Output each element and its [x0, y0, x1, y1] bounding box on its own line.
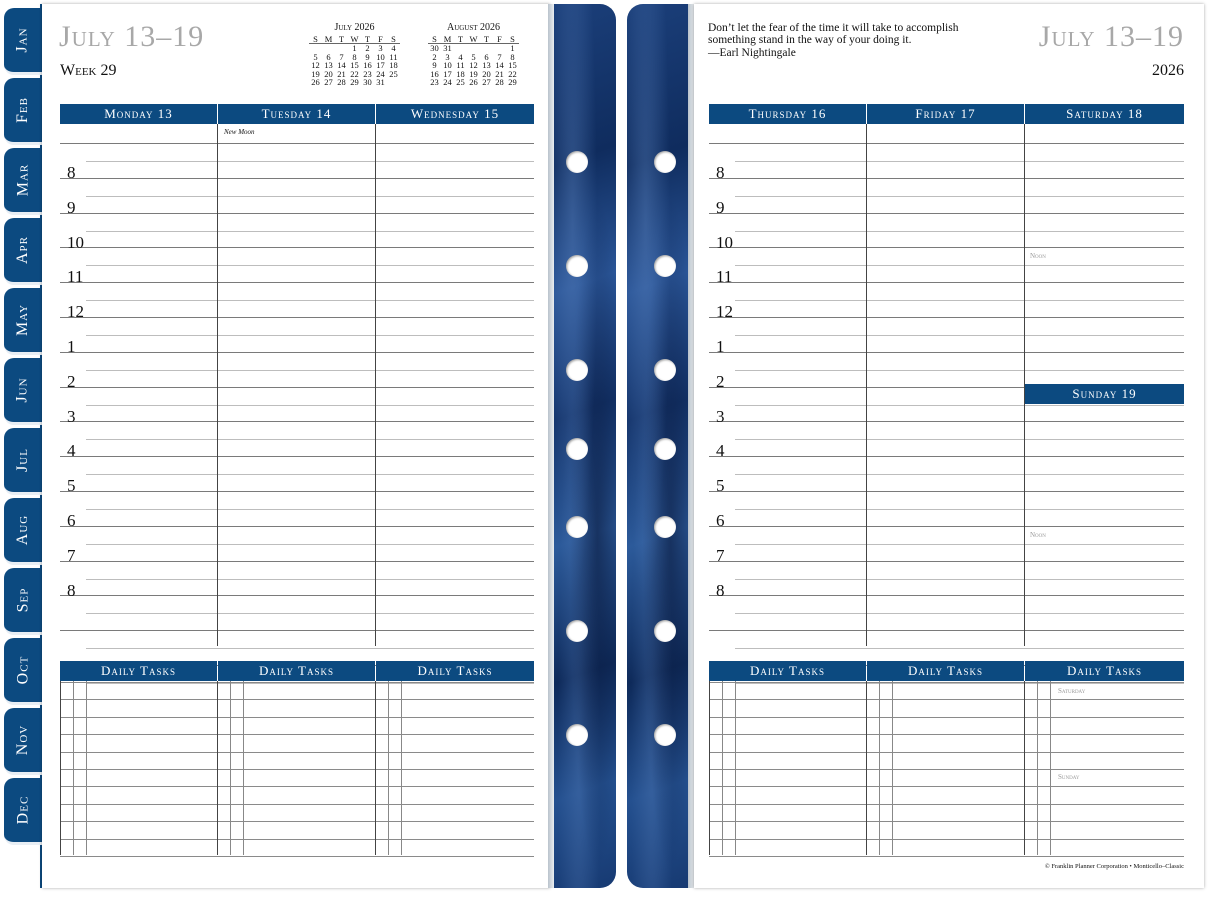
mini-calendar-dow: T — [454, 35, 467, 44]
tasks-header-saturday: Daily Tasks — [1025, 661, 1184, 681]
month-tab-label: Jul — [13, 448, 31, 472]
hour-label: 7 — [67, 545, 76, 565]
binder-hole — [566, 438, 588, 460]
mini-calendar-day: 4 — [458, 51, 463, 62]
half-hour-line — [86, 300, 534, 301]
month-tab-label: Sep — [14, 587, 31, 613]
half-hour-line — [735, 439, 1184, 440]
mini-calendar-day: 20 — [482, 68, 491, 79]
half-hour-line — [86, 231, 534, 232]
hour-label: 8 — [716, 163, 725, 182]
mini-calendar-dow: M — [322, 35, 335, 44]
mini-calendar-day: 18 — [389, 60, 398, 70]
task-checkbox-column — [709, 681, 710, 855]
mini-calendar-day: 24 — [376, 68, 385, 79]
hour-label: 9 — [67, 197, 76, 217]
task-checkbox-column — [243, 681, 244, 855]
task-line — [709, 786, 1184, 787]
hour-label: 8 — [67, 163, 76, 182]
hour-line — [60, 630, 534, 631]
binder-hole — [654, 516, 676, 538]
mini-calendar-dow: S — [309, 35, 322, 44]
binder-hole — [566, 151, 588, 173]
hour-line — [60, 282, 534, 283]
task-checkbox-column — [722, 681, 723, 855]
month-tab-label: Jan — [14, 27, 31, 53]
half-hour-line — [735, 509, 1184, 510]
mini-calendar-day: 29 — [508, 77, 517, 87]
hour-line — [709, 526, 1184, 527]
mini-calendar-day: 13 — [324, 60, 333, 70]
month-tab-label: Mar — [13, 163, 31, 197]
task-checkbox-column — [375, 681, 376, 855]
left-page — [42, 4, 550, 888]
mini-calendar-day: 6 — [484, 51, 489, 62]
half-hour-line — [86, 370, 534, 371]
hour-label: 11 — [67, 267, 84, 287]
mini-calendar-day: 23 — [363, 68, 372, 79]
day-header-friday: Friday 17 — [867, 104, 1024, 124]
mini-calendar-day: 19 — [469, 68, 478, 79]
moon-phase-note: New Moon — [224, 128, 255, 136]
binder-hole — [654, 438, 676, 460]
task-line — [60, 804, 534, 805]
task-checkbox-column — [892, 681, 893, 855]
hour-label: 2 — [67, 371, 76, 391]
hour-label: 9 — [716, 197, 725, 217]
mini-calendar-day: 7 — [339, 51, 344, 62]
hour-line — [60, 213, 534, 214]
mini-calendar-day: 18 — [456, 68, 465, 79]
mini-calendar-day: 15 — [508, 60, 517, 70]
half-hour-line — [86, 648, 534, 649]
task-label-sunday: Sunday — [1058, 773, 1080, 781]
right-title: July 13–19 — [1038, 20, 1184, 53]
mini-calendar-day: 27 — [482, 77, 491, 87]
hour-line — [709, 143, 1184, 144]
hour-label: 3 — [67, 406, 76, 426]
task-line — [60, 734, 534, 735]
task-checkbox-column — [388, 681, 389, 855]
task-line — [709, 769, 1184, 770]
task-line — [60, 839, 534, 840]
quote-author: —Earl Nightingale — [708, 47, 796, 59]
mini-calendar-day: 14 — [495, 60, 504, 70]
task-checkbox-column — [879, 681, 880, 855]
mini-calendar-day: 8 — [510, 51, 515, 62]
hour-line — [709, 282, 1184, 283]
hour-label: 6 — [716, 511, 725, 530]
mini-calendar-day: 8 — [352, 51, 357, 62]
mini-calendar-day: 10 — [376, 51, 385, 62]
hour-label: 1 — [716, 337, 725, 356]
mini-calendar-day: 9 — [365, 51, 370, 62]
column-divider — [866, 124, 867, 646]
mini-calendar-day: 7 — [497, 51, 502, 62]
mini-calendar-day: 31 — [376, 77, 385, 87]
mini-calendar-day: 25 — [389, 68, 398, 79]
hour-label: 1 — [67, 337, 76, 356]
hour-line — [60, 456, 534, 457]
mini-calendar-day: 21 — [495, 68, 504, 79]
task-line — [60, 717, 534, 718]
hour-label: 8 — [716, 580, 725, 600]
tasks-header-wednesday: Daily Tasks — [376, 661, 534, 681]
hour-line — [709, 213, 1184, 214]
month-tab-label: Aug — [13, 514, 31, 546]
hour-label: 4 — [67, 441, 76, 461]
hour-line — [709, 317, 1184, 318]
task-line — [60, 856, 534, 857]
task-line — [709, 699, 1184, 700]
mini-calendar-day: 24 — [443, 77, 452, 87]
mini-calendar-day: 16 — [430, 68, 439, 79]
half-hour-line — [735, 231, 1184, 232]
mini-calendar-day: 3 — [445, 51, 450, 62]
half-hour-line — [86, 509, 534, 510]
mini-calendar-dow: T — [480, 35, 493, 44]
half-hour-line — [735, 613, 1184, 614]
hour-line — [60, 178, 534, 179]
hour-line — [709, 491, 1184, 492]
task-line — [709, 682, 1184, 683]
mini-calendar-day: 23 — [430, 77, 439, 87]
task-line — [709, 734, 1184, 735]
task-line — [709, 804, 1184, 805]
half-hour-line — [735, 579, 1184, 580]
mini-calendar-dow: S — [506, 35, 519, 44]
mini-calendar-day: 29 — [350, 77, 359, 87]
half-hour-line — [86, 196, 534, 197]
mini-calendar-day: 17 — [443, 68, 452, 79]
hour-label: 10 — [67, 232, 84, 252]
mini-calendar-dow: M — [441, 35, 454, 44]
hour-line — [60, 352, 534, 353]
mini-calendar-day: 28 — [495, 77, 504, 87]
hour-line — [60, 561, 534, 562]
binder-hole — [654, 151, 676, 173]
binder-hole — [654, 359, 676, 381]
hour-line — [709, 630, 1184, 631]
task-checkbox-column — [217, 681, 218, 855]
binder-hole — [566, 359, 588, 381]
copyright-footer: © Franklin Planner Corporation • Monticello–Classic — [1044, 863, 1184, 870]
mini-calendar-dow: T — [335, 35, 348, 44]
day-header-thursday: Thursday 16 — [709, 104, 866, 124]
mini-calendar-dow: T — [361, 35, 374, 44]
hour-line — [60, 247, 534, 248]
mini-calendar-day: 2 — [432, 51, 437, 62]
binder-hole — [566, 620, 588, 642]
task-line — [709, 856, 1184, 857]
hour-line — [60, 491, 534, 492]
hour-label: 12 — [716, 302, 733, 322]
hour-line — [709, 352, 1184, 353]
mini-calendar-day: 4 — [391, 43, 396, 53]
hour-line — [60, 143, 534, 144]
half-hour-line — [735, 265, 1184, 266]
mini-calendar-day: 5 — [313, 51, 318, 62]
mini-calendar-title: August 2026 — [446, 22, 501, 33]
binder-hole — [566, 255, 588, 277]
half-hour-line — [735, 683, 1184, 684]
hour-label: 5 — [67, 476, 76, 496]
month-tab-apr[interactable] — [4, 218, 42, 285]
hour-line — [709, 561, 1184, 562]
month-tab-may[interactable] — [4, 288, 42, 355]
month-tab-label: May — [13, 303, 31, 337]
noon-marker-sunday: Noon — [1030, 531, 1046, 539]
mini-calendar-day: 17 — [376, 60, 385, 70]
day-header-saturday: Saturday 18 — [1025, 104, 1184, 124]
half-hour-line — [735, 544, 1184, 545]
task-checkbox-column — [230, 681, 231, 855]
mini-calendar-day: 6 — [326, 51, 331, 62]
month-tab-feb[interactable] — [4, 78, 42, 145]
mini-calendar-day: 5 — [471, 51, 476, 62]
task-checkbox-column — [1037, 681, 1038, 855]
half-hour-line — [86, 161, 534, 162]
half-hour-line — [735, 405, 1184, 406]
half-hour-line — [86, 439, 534, 440]
half-hour-line — [86, 335, 534, 336]
left-title: July 13–19 — [59, 20, 205, 53]
task-line — [709, 752, 1184, 753]
hour-line — [709, 595, 1184, 596]
hour-label: 5 — [716, 476, 725, 496]
half-hour-line — [86, 405, 534, 406]
mini-calendar-day: 9 — [432, 60, 437, 70]
tasks-header-friday: Daily Tasks — [867, 661, 1024, 681]
hour-label: 4 — [716, 441, 725, 461]
task-line — [60, 769, 534, 770]
mini-calendar-day: 22 — [350, 68, 359, 79]
month-tab-dec[interactable] — [4, 778, 42, 845]
half-hour-line — [86, 683, 534, 684]
task-checkbox-column — [60, 681, 61, 855]
day-header-tuesday: Tuesday 14 — [218, 104, 375, 124]
hour-line — [709, 247, 1184, 248]
mini-calendar-day: 28 — [337, 77, 346, 87]
mini-calendar-day: 21 — [337, 68, 346, 79]
mini-calendar-day: 2 — [365, 43, 370, 53]
hour-label: 10 — [716, 232, 733, 252]
mini-calendar-day: 13 — [482, 60, 491, 70]
mini-calendar-august — [428, 24, 519, 87]
hour-label: 8 — [67, 580, 76, 600]
mini-calendar-day: 20 — [324, 68, 333, 79]
hour-line — [709, 421, 1184, 422]
month-tab-aug[interactable] — [4, 498, 42, 565]
hour-label: 2 — [716, 371, 725, 391]
mini-calendar-day: 19 — [311, 68, 320, 79]
mini-calendar-day: 31 — [443, 43, 452, 53]
hour-label: 12 — [67, 302, 84, 322]
half-hour-line — [86, 613, 534, 614]
noon-marker-saturday: Noon — [1030, 252, 1046, 260]
mini-calendar-day: 12 — [311, 60, 320, 70]
month-tab-jul[interactable] — [4, 428, 42, 495]
column-divider — [375, 124, 376, 646]
mini-calendar-day: 15 — [350, 60, 359, 70]
task-checkbox-column — [1050, 681, 1051, 855]
task-line — [60, 821, 534, 822]
half-hour-line — [86, 265, 534, 266]
mini-calendar-day: 30 — [363, 77, 372, 87]
task-checkbox-column — [73, 681, 74, 855]
binder-hole — [566, 724, 588, 746]
half-hour-line — [735, 474, 1184, 475]
task-line — [709, 821, 1184, 822]
week-number: Week 29 — [60, 62, 117, 79]
half-hour-line — [86, 474, 534, 475]
day-header-sunday: Sunday 19 — [1025, 384, 1184, 404]
mini-calendar-dow: S — [428, 35, 441, 44]
task-line — [60, 682, 534, 683]
month-tab-mar[interactable] — [4, 148, 42, 215]
month-tab-label: Feb — [14, 97, 31, 123]
hour-line — [60, 595, 534, 596]
mini-calendar-day: 1 — [510, 43, 515, 53]
month-tab-oct[interactable] — [4, 638, 42, 705]
hour-line — [60, 387, 534, 388]
right-page — [694, 4, 1204, 888]
hour-label: 7 — [716, 545, 725, 565]
day-header-monday: Monday 13 — [60, 104, 217, 124]
mini-calendar-dow: W — [348, 35, 361, 44]
task-checkbox-column — [735, 681, 736, 855]
half-hour-line — [86, 544, 534, 545]
month-tab-jun[interactable] — [4, 358, 42, 425]
month-tab-label: Apr — [13, 235, 31, 265]
mini-calendar-day: 22 — [508, 68, 517, 79]
mini-calendar-july — [309, 24, 400, 87]
mini-calendar-day: 14 — [337, 60, 346, 70]
mini-calendar-day: 11 — [456, 60, 465, 70]
mini-calendar-day — [387, 78, 400, 87]
mini-calendar-dow: S — [387, 35, 400, 44]
task-checkbox-column — [86, 681, 87, 855]
half-hour-line — [735, 196, 1184, 197]
column-divider — [217, 124, 218, 646]
task-line — [60, 752, 534, 753]
month-tab-label: Nov — [13, 724, 31, 756]
task-line — [709, 839, 1184, 840]
day-header-wednesday: Wednesday 15 — [376, 104, 534, 124]
task-checkbox-column — [866, 681, 867, 855]
year-label: 2026 — [1152, 62, 1184, 79]
half-hour-line — [735, 161, 1184, 162]
tasks-header-tuesday: Daily Tasks — [218, 661, 375, 681]
month-tab-label: Dec — [14, 795, 31, 825]
task-line — [60, 786, 534, 787]
mini-calendar-day: 26 — [311, 77, 320, 87]
half-hour-line — [86, 579, 534, 580]
hour-label: 11 — [716, 267, 733, 287]
month-tab-nov[interactable] — [4, 708, 42, 775]
binder-hole — [654, 255, 676, 277]
hour-line — [709, 456, 1184, 457]
tasks-header-thursday: Daily Tasks — [709, 661, 866, 681]
half-hour-line — [735, 300, 1184, 301]
mini-calendar-day: 16 — [363, 60, 372, 70]
month-tab-label: Jun — [14, 377, 31, 403]
mini-calendar-day: 10 — [443, 60, 452, 70]
task-line — [60, 699, 534, 700]
month-tabs — [4, 4, 44, 888]
hour-line — [60, 526, 534, 527]
month-tab-jan[interactable] — [4, 8, 42, 75]
mini-calendar-day: 27 — [324, 77, 333, 87]
hour-label: 6 — [67, 511, 76, 530]
half-hour-line — [735, 370, 1184, 371]
task-checkbox-column — [401, 681, 402, 855]
mini-calendar-day: 30 — [430, 43, 439, 53]
quote-text: Don’t let the fear of the time it will take to accomplish something stand in the way of your doing it. — [708, 22, 959, 46]
task-label-saturday: Saturday — [1058, 687, 1086, 695]
tasks-header-monday: Daily Tasks — [60, 661, 217, 681]
task-line — [709, 717, 1184, 718]
hour-line — [60, 421, 534, 422]
half-hour-line — [735, 335, 1184, 336]
mini-calendar-day: 3 — [378, 43, 383, 53]
mini-calendar-title: July 2026 — [334, 22, 375, 33]
month-tab-sep[interactable] — [4, 568, 42, 635]
mini-calendar-dow: F — [374, 35, 387, 44]
hour-line — [709, 178, 1184, 179]
half-hour-line — [735, 648, 1184, 649]
month-tab-label: Oct — [14, 655, 31, 685]
binder-hole — [654, 724, 676, 746]
mini-calendar-day: 26 — [469, 77, 478, 87]
mini-calendar-dow: W — [467, 35, 480, 44]
mini-calendar-day: 25 — [456, 77, 465, 87]
mini-calendar-day: 11 — [389, 51, 398, 62]
mini-calendar-day: 1 — [352, 43, 357, 53]
mini-calendar-dow: F — [493, 35, 506, 44]
binder-hole — [654, 620, 676, 642]
hour-label: 3 — [716, 406, 725, 426]
binder-hole — [566, 516, 588, 538]
hour-line — [60, 317, 534, 318]
task-checkbox-column — [1024, 681, 1025, 855]
mini-calendar-day: 12 — [469, 60, 478, 70]
